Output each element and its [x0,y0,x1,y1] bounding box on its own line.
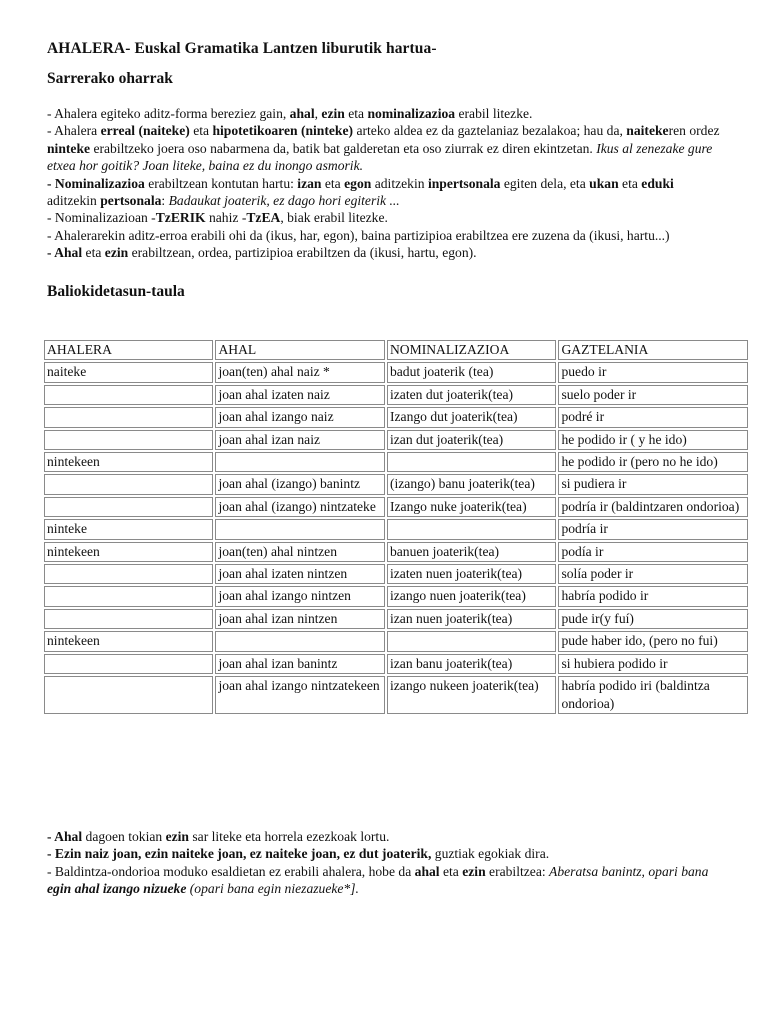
table-header-row [44,340,748,360]
intro-heading: Sarrerako oharrak [47,70,173,87]
table-cell [215,519,384,539]
intro-paragraph [47,227,727,244]
intro-text-run: pertsonala [100,193,162,209]
intro-text-run: - Ahalera [47,123,101,139]
intro-text-run: egiten dela, eta [500,175,590,191]
column-header: AHALERA [44,340,213,360]
intro-text-run: - Ahalerarekin aditz-erroa erabili ohi da (ikus, har, egon), baina partizipioa erabiltzea ere zuzena da (ikusi, hartu...) [47,227,670,243]
intro-text-run: : [161,193,169,209]
table-cell: si pudiera ir [558,474,748,494]
table-cell: joan ahal izan nintzen [215,609,384,629]
intro-text-run: inpertsonala [427,175,501,191]
intro-text-run: , biak erabil litezke. [280,210,388,226]
table-cell: joan ahal izaten naiz [215,385,384,405]
intro-text-run: ukan [589,175,619,191]
intro-text-run: - Nominalizazioan - [47,210,156,226]
intro-text-run: - Nominalizazioa [47,175,145,191]
notes-paragraph [47,863,727,898]
notes-text-run: dagoen tokian [82,829,166,844]
table-cell [215,631,384,651]
table-cell: (izango) banu joaterik(tea) [387,474,556,494]
table-cell: puedo ir [558,362,748,382]
table-cell: izan banu joaterik(tea) [387,654,556,674]
intro-text-run: erabil litezke. [455,106,533,121]
intro-text-run: ahal [289,106,315,121]
table-row [44,631,748,651]
intro-text-run: eta [618,175,642,191]
intro-text-run: hipotetikoaren (ninteke) [212,123,354,139]
notes-paragraph [47,828,727,845]
table-row [44,430,748,450]
table-cell [44,586,213,606]
equivalence-table [42,338,750,716]
table-cell: ninteke [44,519,213,539]
intro-text-run: izan [297,175,322,191]
table-cell: izango nuen joaterik(tea) [387,586,556,606]
table-cell: nintekeen [44,452,213,472]
intro-text-run: ninteke [47,140,91,156]
notes-text-run: guztiak egokiak dira. [431,846,550,862]
intro-text-run: nahiz - [205,210,247,226]
table-cell: badut joaterik (tea) [387,362,556,382]
column-header: NOMINALIZAZIOA [387,340,556,360]
table-row [44,609,748,629]
table-cell [44,474,213,494]
table-cell [44,497,213,517]
table-cell: he podido ir (pero no he ido) [558,452,748,472]
intro-notes [47,105,727,262]
table-cell: solía poder ir [558,564,748,584]
notes-text-run: eta [439,863,463,879]
intro-text-run: eta [82,245,105,261]
intro-paragraph [47,175,727,210]
table-row [44,385,748,405]
table-cell [387,631,556,651]
notes-text-run: - Baldintza-ondorioa moduko esaldietan ez erabili ahalera, hobe da [47,863,415,879]
notes-text-run: ezin [462,863,486,879]
table-cell: joan ahal izango nintzatekeen [215,676,384,714]
notes-text-run: - Ahal [47,829,83,844]
notes-text-run: erabiltzea: [485,863,550,879]
table-row [44,542,748,562]
table-cell [387,519,556,539]
table-cell [44,676,213,714]
notes-text-run: (opari bana egin niezazueke*]. [186,881,359,897]
intro-text-run: Badaukat joaterik, ez dago hori egiterik ... [168,193,400,209]
table-cell: joan ahal izango nintzen [215,586,384,606]
table-cell: podía ir [558,542,748,562]
table-cell [44,407,213,427]
intro-text-run: ezin [321,106,345,121]
table-cell: joan ahal izan naiz [215,430,384,450]
intro-text-run: ren ordez [668,123,720,139]
table-cell: podría ir [558,519,748,539]
notes-text-run: ahal [414,863,440,879]
column-header: GAZTELANIA [558,340,748,360]
notes-text-run: Aberatsa banintz, opari bana [549,863,709,879]
table-cell: Izango nuke joaterik(tea) [387,497,556,517]
table-cell: naiteke [44,362,213,382]
document-title: AHALERA- Euskal Gramatika Lantzen liburutik hartua- [47,40,437,57]
table-cell [44,609,213,629]
notes-text-run: ezin [165,829,189,844]
table-cell: he podido ir ( y he ido) [558,430,748,450]
intro-text-run: naiteke [626,123,669,139]
table-cell: banuen joaterik(tea) [387,542,556,562]
notes-paragraph [47,845,727,862]
intro-text-run: , [314,106,322,121]
intro-paragraph [47,105,727,122]
table-cell: habría podido ir [558,586,748,606]
document-page [47,40,727,323]
table-cell: podría ir (baldintzaren ondorioa) [558,497,748,517]
table-row [44,497,748,517]
table-row [44,654,748,674]
table-cell [387,452,556,472]
intro-text-run: ezin [104,245,129,261]
table-cell [44,564,213,584]
intro-text-run: eta [321,175,345,191]
intro-text-run: nominalizazioa [367,106,456,121]
closing-notes [47,828,727,898]
intro-text-run: eta [344,106,368,121]
table-row [44,519,748,539]
table-cell: joan ahal izan banintz [215,654,384,674]
intro-paragraph [47,122,727,174]
table-row [44,362,748,382]
table-cell: joan ahal (izango) banintz [215,474,384,494]
intro-text-run: egon [344,175,372,191]
table-cell: pude ir(y fuí) [558,609,748,629]
intro-text-run: TzERIK [155,210,206,226]
table-cell [44,385,213,405]
intro-paragraph [47,209,727,226]
table-cell: habría podido iri (baldintza ondorioa) [558,676,748,714]
table-row [44,676,748,714]
table-cell: nintekeen [44,542,213,562]
intro-text-run: - Ahal [47,245,83,261]
table-cell: Izango dut joaterik(tea) [387,407,556,427]
table-cell: joan ahal (izango) nintzateke [215,497,384,517]
table-row [44,407,748,427]
table-cell: joan(ten) ahal nintzen [215,542,384,562]
intro-text-run: aditzekin [371,175,428,191]
table-row [44,452,748,472]
table-cell: izaten nuen joaterik(tea) [387,564,556,584]
table-cell: si hubiera podido ir [558,654,748,674]
table-row [44,586,748,606]
table-cell: izaten dut joaterik(tea) [387,385,556,405]
notes-text-run: egin ahal izango nizueke [47,881,187,897]
intro-text-run: erreal (naiteke) [100,123,190,139]
table-cell: izan dut joaterik(tea) [387,430,556,450]
table-cell: izan nuen joaterik(tea) [387,609,556,629]
table-cell: joan ahal izango naiz [215,407,384,427]
intro-text-run: erabiltzean kontutan hartu: [144,175,298,191]
table-heading: Baliokidetasun-taula [47,282,185,300]
intro-text-run: aditzekin [47,193,101,209]
intro-text-run: eta [189,123,213,139]
intro-text-run: TzEA [246,210,281,226]
table-cell: suelo poder ir [558,385,748,405]
table-cell: joan ahal izaten nintzen [215,564,384,584]
table-cell [44,430,213,450]
column-header: AHAL [215,340,384,360]
intro-text-run: eduki [641,175,674,191]
intro-text-run: Ikus al zenezake gure etxea hor goitik? Joan liteke, baina ez du inongo asmorik. [47,140,713,174]
intro-paragraph [47,244,727,261]
table-row [44,474,748,494]
table-cell: izango nukeen joaterik(tea) [387,676,556,714]
table-cell: pude haber ido, (pero no fui) [558,631,748,651]
intro-text-run: erabiltzeko joera oso nabarmena da, batik bat galderetan eta oso ziurrak ez diren ekintzetan. [90,140,597,156]
table-cell: nintekeen [44,631,213,651]
table-cell [44,654,213,674]
table-row [44,564,748,584]
intro-text-run: erabiltzean, ordea, partizipioa erabiltzen da (ikusi, hartu, egon). [128,245,477,261]
notes-text-run: sar liteke eta horrela ezezkoak lortu. [188,829,390,844]
intro-text-run: arteko aldea ez da gaztelaniaz bezalakoa; hau da, [353,123,627,139]
intro-text-run: - Ahalera egiteko aditz-forma bereziez gain, [47,106,290,121]
notes-text-run: - Ezin naiz joan, ezin naiteke joan, ez naiteke joan, ez dut joaterik, [47,846,432,862]
table-cell: podré ir [558,407,748,427]
table-cell: joan(ten) ahal naiz * [215,362,384,382]
table-cell [215,452,384,472]
